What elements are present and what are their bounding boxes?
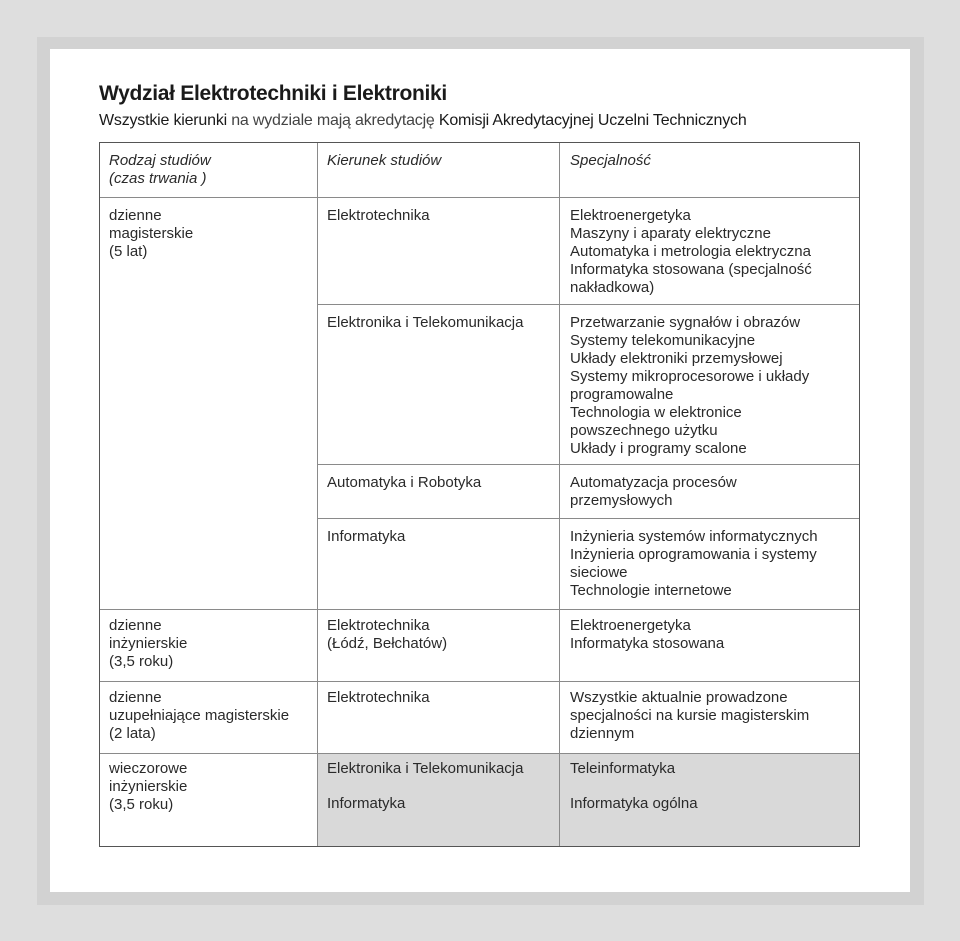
field-cell: Informatyka — [327, 795, 406, 812]
specialty-cell: Elektroenergetyka Informatyka stosowana — [570, 617, 725, 652]
field-cell: Elektrotechnika (Łódź, Bełchatów) — [327, 617, 448, 652]
row-divider-uzup — [100, 753, 859, 754]
row-divider-air — [317, 518, 859, 519]
specialty-cell: Elektroenergetyka Maszyny i aparaty elektryczne Automatyka i metrologia elektryczna Informatyka stosowana (specjalność nakładkowa) — [570, 207, 812, 296]
row-divider-eit — [317, 464, 859, 465]
study-type-cell: dzienne uzupełniające magisterskie (2 lata) — [109, 689, 290, 742]
specialty-cell: Przetwarzanie sygnałów i obrazów Systemy telekomunikacyjne Układy elektroniki przemysłowej Systemy mikroprocesorowe i układy programowalne Technologia w elektronice powszechnego użytku Układy i programy scalone — [570, 314, 810, 457]
page-title: Wydział Elektrotechniki i Elektroniki — [99, 82, 447, 105]
specialty-cell: Informatyka ogólna — [570, 795, 698, 812]
col-divider-2 — [559, 143, 560, 846]
field-cell: Elektrotechnika — [327, 689, 430, 706]
study-type-cell: dzienne magisterskie (5 lat) — [109, 207, 194, 260]
header-specialty: Specjalność — [570, 152, 651, 169]
study-type-cell: wieczorowe inżynierskie (3,5 roku) — [109, 760, 188, 813]
field-cell: Elektronika i Telekomunikacja — [327, 760, 524, 777]
col-divider-1 — [317, 143, 318, 846]
studies-table — [99, 142, 860, 847]
specialty-cell: Wszystkie aktualnie prowadzone specjalności na kursie magisterskim dziennym — [570, 689, 810, 742]
study-type-cell: dzienne inżynierskie (3,5 roku) — [109, 617, 188, 670]
header-study-type: Rodzaj studiów (czas trwania ) — [109, 152, 211, 187]
page-subtitle — [99, 112, 747, 130]
row-divider-inz — [100, 681, 859, 682]
subtitle-part-2: na wydziale mają akredytację — [226, 112, 439, 129]
header-divider — [100, 197, 859, 198]
header-field: Kierunek studiów — [327, 152, 442, 169]
subtitle-part-1: Wszystkie kierunki — [99, 112, 227, 129]
field-cell: Elektronika i Telekomunikacja — [327, 314, 524, 331]
field-cell: Elektrotechnika — [327, 207, 430, 224]
field-cell: Automatyka i Robotyka — [327, 474, 482, 491]
row-divider-mag — [100, 609, 859, 610]
row-divider-et — [317, 304, 859, 305]
specialty-cell: Teleinformatyka — [570, 760, 676, 777]
specialty-cell: Inżynieria systemów informatycznych Inżynieria oprogramowania i systemy sieciowe Technologie internetowe — [570, 528, 818, 599]
subtitle-part-3: Komisji Akredytacyjnej Uczelni Technicznych — [438, 112, 747, 129]
field-cell: Informatyka — [327, 528, 406, 545]
specialty-cell: Automatyzacja procesów przemysłowych — [570, 474, 737, 509]
